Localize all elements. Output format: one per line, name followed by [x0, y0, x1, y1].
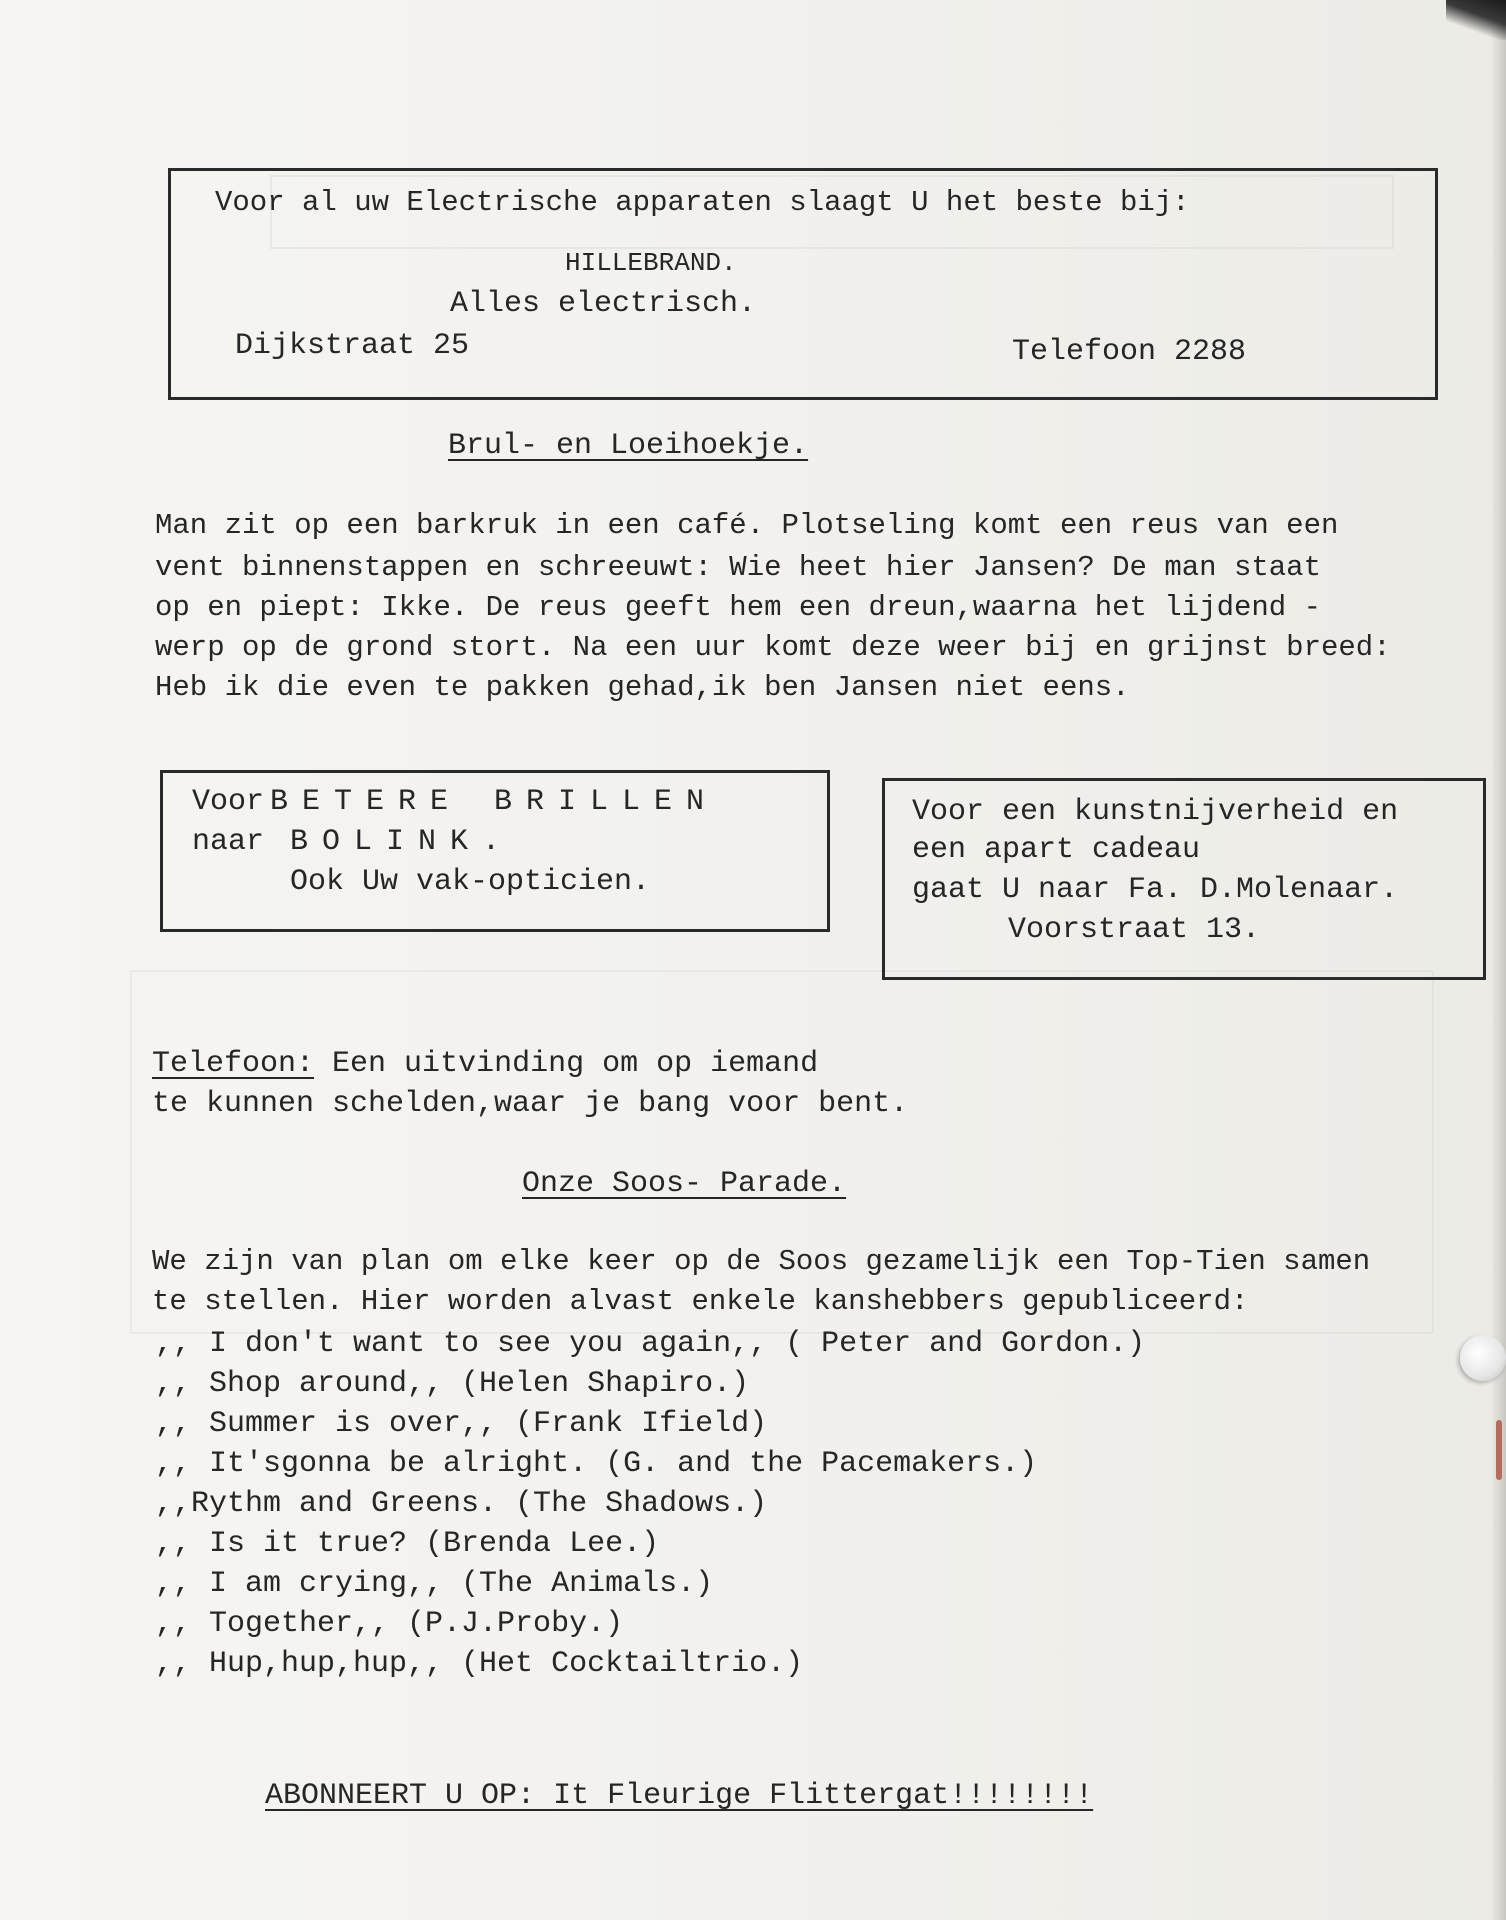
ad-hillebrand-phone: Telefoon 2288 [1012, 335, 1247, 369]
telefoon-line-2: te kunnen schelden,waar je bang voor bent. [152, 1087, 909, 1121]
scan-corner-shadow [1446, 0, 1506, 40]
soos-item-1: ,, I don't want to see you again,, ( Peter and Gordon.) [155, 1327, 1146, 1361]
telefoon-rest: Een uitvinding om op iemand [332, 1047, 819, 1081]
brul-line-5: Heb ik die even te pakken gehad,ik ben Jansen niet eens. [155, 671, 1130, 704]
ad-molenaar-line3: gaat U naar Fa. D.Molenaar. [912, 873, 1399, 907]
punch-hole [1460, 1335, 1506, 1381]
soos-item-8: ,, Together,, (P.J.Proby.) [155, 1607, 624, 1641]
brul-line-4: werp op de grond stort. Na een uur komt deze weer bij en grijnst breed: [155, 631, 1391, 664]
ad-hillebrand-address: Dijkstraat 25 [235, 329, 470, 363]
brul-line-1: Man zit op een barkruk in een café. Plotseling komt een reus van een [155, 509, 1339, 542]
ad-bolink-line2 [192, 824, 514, 860]
section-heading-brul: Brul- en Loeihoekje. [448, 429, 809, 463]
soos-item-7: ,, I am crying,, (The Animals.) [155, 1567, 714, 1601]
soos-item-4: ,, It'sgonna be alright. (G. and the Pacemakers.) [155, 1447, 1038, 1481]
brul-line-3: op en piept: Ikke. De reus geeft hem een dreun,waarna het lijdend - [155, 591, 1321, 624]
ad-bolink-spaced1: BETERE BRILLEN [270, 785, 719, 819]
footer-left: ABONNEERT U OP: [265, 1779, 536, 1813]
telefoon-line-1 [152, 1046, 818, 1082]
paper-edge [1492, 0, 1506, 1920]
ad-hillebrand-name: HILLEBRAND. [565, 248, 737, 278]
telefoon-term: Telefoon: [152, 1047, 315, 1081]
soos-intro-2: te stellen. Hier worden alvast enkele kanshebbers gepubliceerd: [152, 1285, 1249, 1318]
ad-bolink-prefix2: naar [192, 825, 265, 859]
soos-item-6: ,, Is it true? (Brenda Lee.) [155, 1527, 660, 1561]
ad-molenaar-line1: Voor een kunstnijverheid en [912, 795, 1399, 829]
soos-item-5: ,,Rythm and Greens. (The Shadows.) [155, 1487, 768, 1521]
footer-subscribe [265, 1778, 1093, 1814]
soos-item-3: ,, Summer is over,, (Frank Ifield) [155, 1407, 768, 1441]
ad-bolink-line1 [192, 784, 718, 820]
red-stain [1496, 1420, 1502, 1480]
soos-item-2: ,, Shop around,, (Helen Shapiro.) [155, 1367, 750, 1401]
soos-intro-1: We zijn van plan om elke keer op de Soos gezamelijk een Top-Tien samen [152, 1245, 1371, 1278]
ad-molenaar-line2: een apart cadeau [912, 833, 1201, 867]
section-heading-soos: Onze Soos- Parade. [522, 1167, 847, 1201]
soos-item-9: ,, Hup,hup,hup,, (Het Cocktailtrio.) [155, 1647, 804, 1681]
ad-bolink-line3: Ook Uw vak-opticien. [290, 865, 651, 899]
ad-hillebrand-slogan: Alles electrisch. [450, 287, 757, 321]
ad-hillebrand-line1: Voor al uw Electrische apparaten slaagt U het beste bij: [215, 186, 1190, 219]
ad-bolink-prefix1: Voor [192, 785, 265, 819]
brul-line-2: vent binnenstappen en schreeuwt: Wie heet hier Jansen? De man staat [155, 551, 1321, 584]
ad-molenaar-line4: Voorstraat 13. [1008, 913, 1261, 947]
ad-bolink-spaced2: BOLINK. [290, 825, 515, 859]
footer-right: It Fleurige Flittergat!!!!!!!! [553, 1779, 1094, 1813]
